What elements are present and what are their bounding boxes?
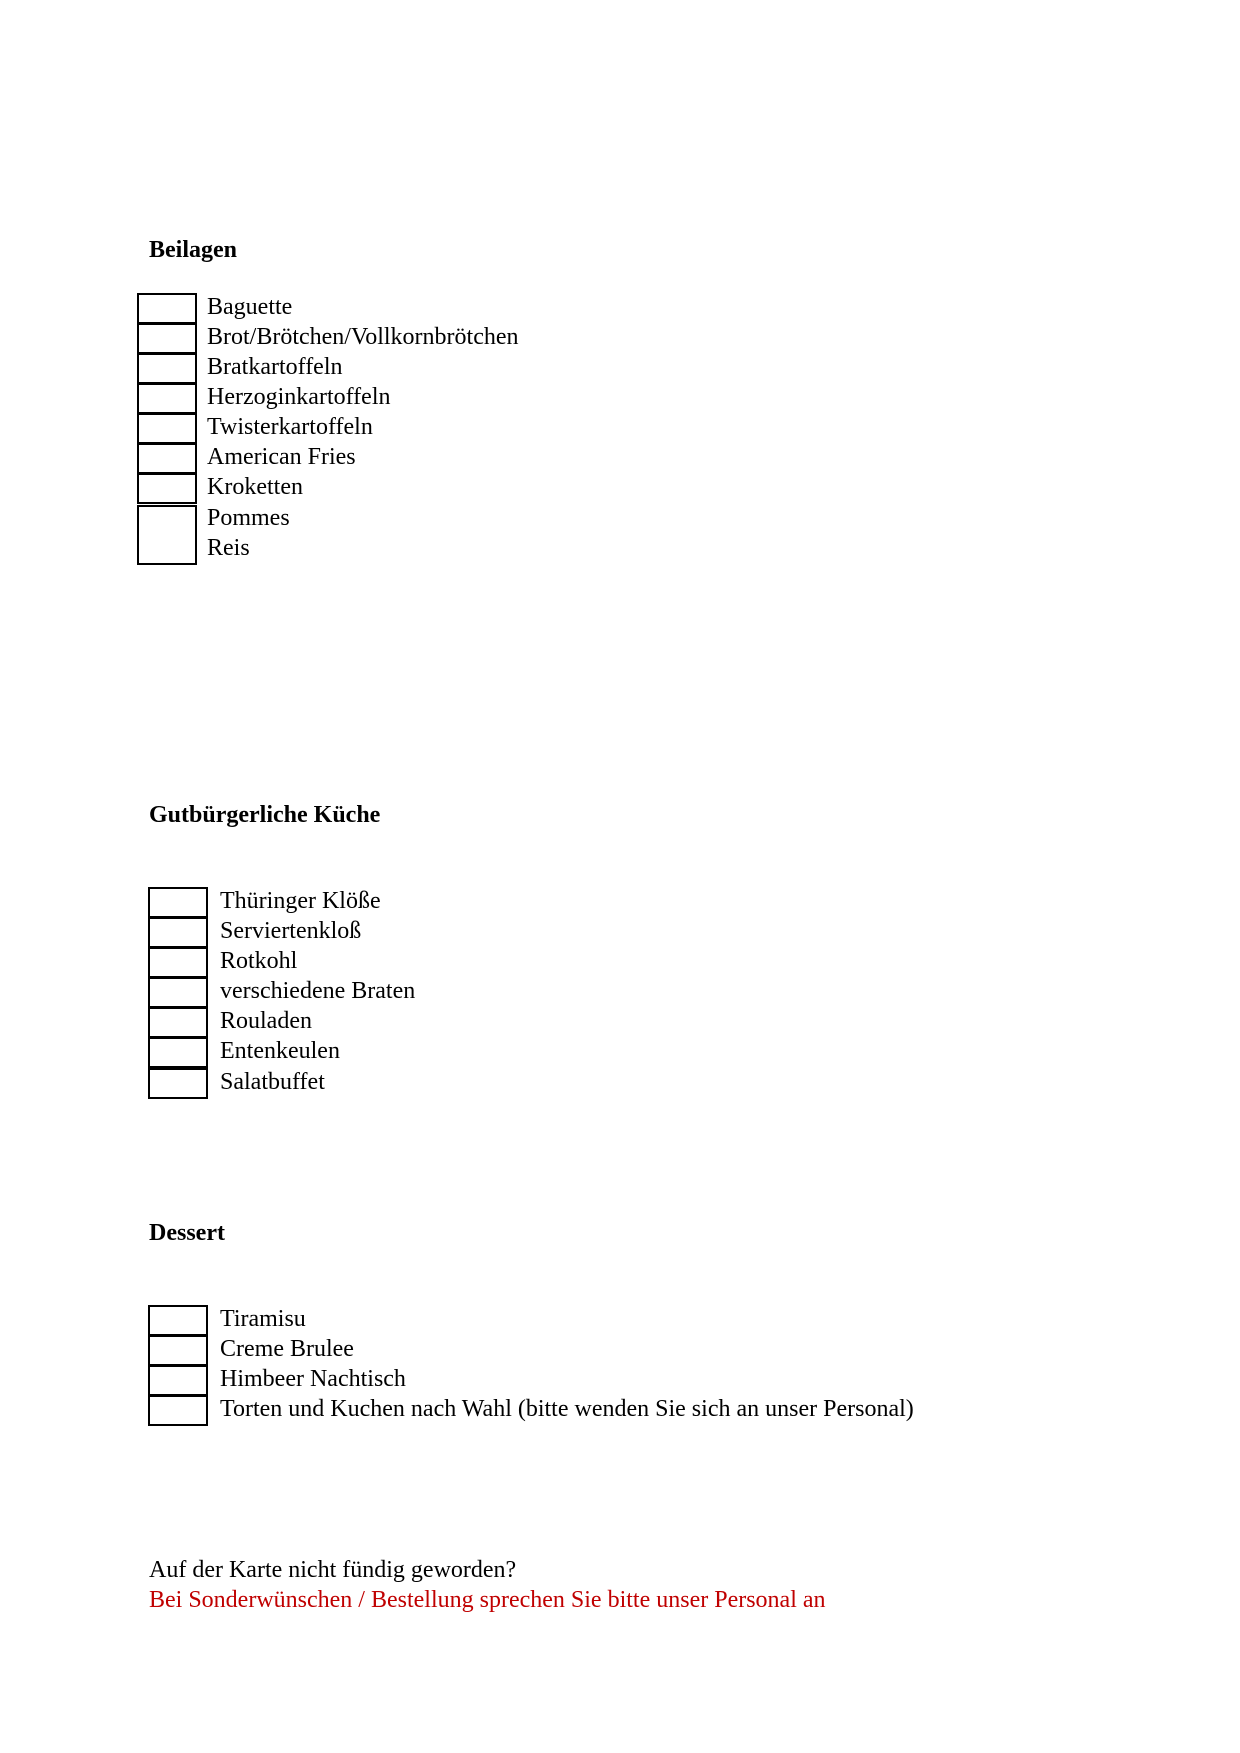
checkbox[interactable] [148, 1037, 208, 1068]
footer-question: Auf der Karte nicht fündig geworden? [149, 1557, 517, 1583]
checkbox[interactable] [148, 1335, 208, 1366]
menu-item[interactable] [137, 294, 292, 324]
menu-item[interactable] [148, 1396, 914, 1426]
item-label: Baguette [207, 294, 293, 320]
menu-item[interactable] [148, 888, 381, 918]
menu-item[interactable] [148, 1008, 312, 1038]
item-label: Kroketten [207, 474, 303, 500]
checkbox[interactable] [137, 383, 197, 414]
item-label: verschiedene Braten [220, 978, 416, 1004]
item-label: Reis [207, 535, 250, 561]
checkbox[interactable] [137, 353, 197, 384]
checkbox[interactable] [137, 293, 197, 324]
checkbox[interactable] [148, 887, 208, 918]
item-label: Entenkeulen [220, 1038, 340, 1064]
menu-item[interactable] [148, 948, 297, 978]
item-label: Torten und Kuchen nach Wahl (bitte wenden Sie sich an unser Personal) [220, 1396, 914, 1422]
item-label: Himbeer Nachtisch [220, 1366, 406, 1392]
menu-item[interactable] [137, 414, 373, 444]
checkbox[interactable] [148, 1068, 208, 1099]
menu-item[interactable] [137, 505, 290, 565]
menu-item[interactable] [137, 444, 356, 474]
checkbox[interactable] [137, 323, 197, 354]
menu-item[interactable] [137, 324, 519, 354]
menu-item[interactable] [148, 1038, 340, 1068]
item-label: Bratkartoffeln [207, 354, 343, 380]
item-label: Pommes [207, 505, 290, 531]
checkbox[interactable] [137, 413, 197, 444]
menu-item[interactable] [137, 384, 390, 414]
section-title-kueche: Gutbürgerliche Küche [149, 802, 381, 828]
item-label: Twisterkartoffeln [207, 414, 373, 440]
menu-item[interactable] [148, 978, 415, 1008]
item-label: Salatbuffet [220, 1069, 325, 1095]
checkbox[interactable] [148, 917, 208, 948]
item-label: Rouladen [220, 1008, 312, 1034]
checkbox[interactable] [148, 1365, 208, 1396]
checkbox[interactable] [148, 1305, 208, 1336]
section-title-beilagen: Beilagen [149, 237, 237, 263]
footer-note: Bei Sonderwünschen / Bestellung sprechen Sie bitte unser Personal an [149, 1587, 826, 1613]
item-label: American Fries [207, 444, 356, 470]
checkbox[interactable] [148, 977, 208, 1008]
item-label: Creme Brulee [220, 1336, 354, 1362]
checkbox[interactable] [148, 947, 208, 978]
menu-item[interactable] [148, 1069, 325, 1099]
menu-item[interactable] [148, 1336, 354, 1366]
item-label: Tiramisu [220, 1306, 306, 1332]
section-title-dessert: Dessert [149, 1220, 225, 1246]
item-label: Serviertenkloß [220, 918, 362, 944]
item-label: Brot/Brötchen/Vollkornbrötchen [207, 324, 519, 350]
checkbox[interactable] [137, 473, 197, 504]
menu-item[interactable] [148, 1366, 406, 1396]
checkbox[interactable] [137, 443, 197, 474]
item-label: Rotkohl [220, 948, 298, 974]
menu-item[interactable] [148, 1306, 306, 1336]
checkbox[interactable] [148, 1395, 208, 1426]
item-label: Thüringer Klöße [220, 888, 381, 914]
menu-item[interactable] [137, 474, 303, 504]
checkbox[interactable] [137, 505, 197, 565]
checkbox[interactable] [148, 1007, 208, 1038]
menu-item[interactable] [148, 918, 361, 948]
item-label: Herzoginkartoffeln [207, 384, 391, 410]
menu-item[interactable] [137, 354, 343, 384]
